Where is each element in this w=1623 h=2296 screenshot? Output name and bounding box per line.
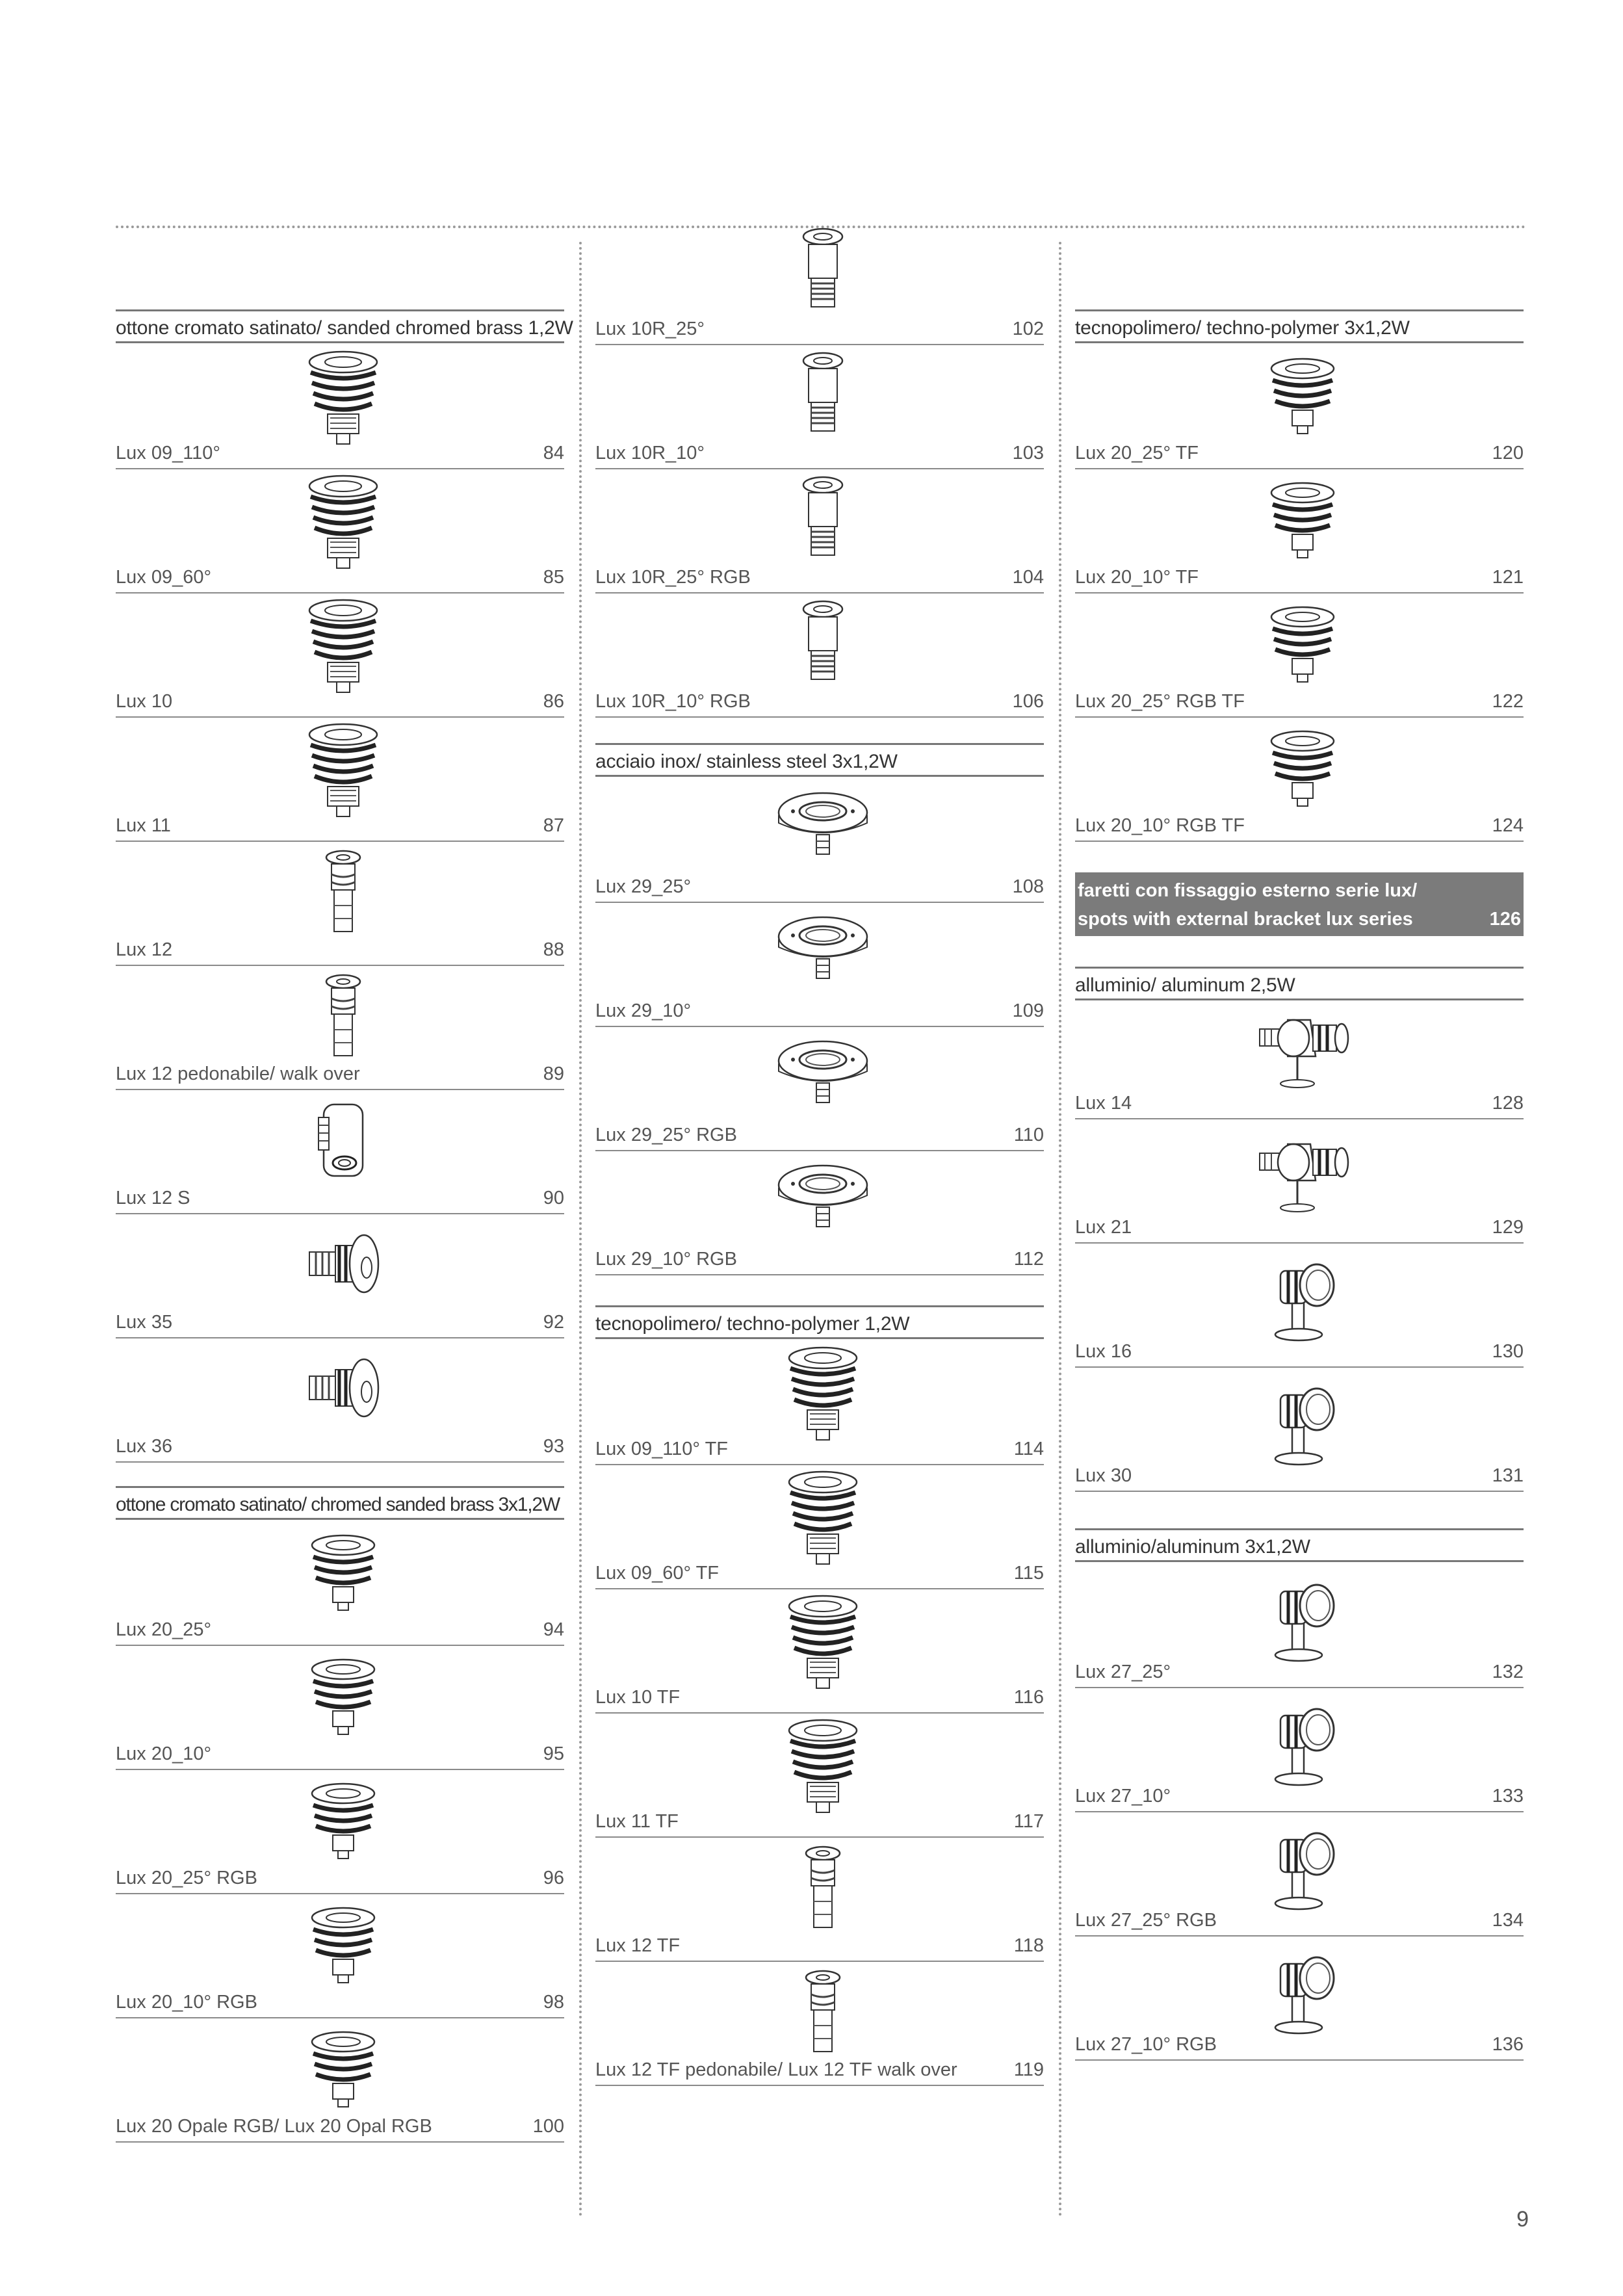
spotlight-on-stand-icon — [1251, 1814, 1355, 1918]
entry-name: Lux 29_25° — [595, 876, 692, 897]
short-recessed-light-icon — [291, 2020, 395, 2124]
spotlight-on-stand-icon — [1251, 1369, 1355, 1473]
entry-name: Lux 09_110° TF — [595, 1439, 728, 1459]
ribbed-recessed-light-icon — [771, 346, 875, 450]
recessed-light-icon — [291, 719, 395, 823]
entry-name: Lux 12 pedonabile/ walk over — [116, 1063, 360, 1084]
spotlight-on-stand-icon — [1251, 1245, 1355, 1349]
catalog-entry[interactable] — [116, 594, 564, 718]
entry-page: 96 — [543, 1868, 564, 1888]
entry-page: 106 — [1012, 691, 1044, 712]
section-header — [1075, 309, 1524, 343]
entry-page: 131 — [1492, 1465, 1524, 1486]
catalog-entry[interactable] — [116, 1770, 564, 1894]
entry-page: 132 — [1492, 1662, 1524, 1682]
recessed-light-icon — [291, 471, 395, 575]
entry-page: 115 — [1013, 1563, 1044, 1584]
entry-name: Lux 12 TF — [595, 1935, 681, 1956]
entry-page: 102 — [1012, 319, 1044, 339]
catalog-entry[interactable] — [116, 1090, 564, 1214]
catalog-entry[interactable] — [1075, 995, 1524, 1119]
catalog-entry[interactable] — [116, 345, 564, 469]
entry-divider — [1075, 841, 1524, 842]
entry-name: Lux 10 TF — [595, 1687, 681, 1708]
recessed-light-icon — [771, 1591, 875, 1695]
catalog-entry[interactable] — [595, 594, 1044, 718]
catalog-entry[interactable] — [1075, 1688, 1524, 1812]
entry-page: 87 — [543, 815, 564, 836]
catalog-entry[interactable] — [595, 1838, 1044, 1962]
entry-name: Lux 20_25° — [116, 1619, 212, 1640]
entry-name: Lux 14 — [1075, 1093, 1132, 1114]
catalog-entry[interactable] — [1075, 1564, 1524, 1688]
section-title: alluminio/aluminum 3x1,2W — [1075, 1536, 1310, 1558]
entry-name: Lux 09_60° TF — [595, 1563, 720, 1584]
catalog-entry[interactable] — [595, 903, 1044, 1027]
section-header — [1075, 1528, 1524, 1562]
spotlight-on-stand-icon — [1251, 1938, 1355, 2042]
catalog-entry[interactable] — [116, 842, 564, 966]
entry-name: Lux 20_10° RGB — [116, 1992, 257, 2013]
column-separator — [1059, 242, 1061, 2218]
ribbed-recessed-light-icon — [771, 595, 875, 699]
catalog-entry[interactable] — [116, 1214, 564, 1338]
catalog-entry[interactable] — [116, 1522, 564, 1646]
entry-divider — [595, 716, 1044, 718]
entry-page: 109 — [1012, 1000, 1044, 1021]
entry-page: 121 — [1492, 567, 1524, 588]
catalog-entry[interactable] — [595, 1962, 1044, 2086]
entry-name: Lux 11 TF — [595, 1811, 679, 1832]
entry-page: 118 — [1013, 1935, 1044, 1956]
entry-name: Lux 27_25° — [1075, 1662, 1171, 1682]
short-recessed-light-icon — [291, 1771, 395, 1875]
entry-name: Lux 29_10° — [595, 1000, 692, 1021]
spotlight-on-stand-icon — [1251, 1689, 1355, 1794]
banner-title-en: spots with external bracket lux series — [1078, 909, 1413, 930]
catalog-entry[interactable] — [116, 469, 564, 594]
catalog-entry[interactable] — [595, 1151, 1044, 1275]
entry-page: 128 — [1492, 1093, 1524, 1114]
section-title: tecnopolimero/ techno-polymer 3x1,2W — [1075, 317, 1410, 339]
catalog-entry[interactable] — [1075, 469, 1524, 594]
entry-name: Lux 12 TF pedonabile/ Lux 12 TF walk over — [595, 2059, 957, 2080]
short-recessed-light-icon — [1251, 471, 1355, 575]
entry-page: 98 — [543, 1992, 564, 2013]
entry-name: Lux 20_25° RGB TF — [1075, 691, 1245, 712]
flange-light-icon — [771, 1028, 875, 1132]
entry-name: Lux 35 — [116, 1312, 173, 1333]
catalog-entry[interactable] — [595, 1341, 1044, 1465]
entry-name: Lux 27_10° — [1075, 1786, 1171, 1807]
entry-page: 90 — [543, 1188, 564, 1208]
entry-name: Lux 20_25° RGB — [116, 1868, 257, 1888]
catalog-entry[interactable] — [595, 221, 1044, 345]
catalog-entry[interactable] — [116, 2018, 564, 2143]
entry-page: 130 — [1492, 1341, 1524, 1362]
entry-divider — [116, 1461, 564, 1463]
catalog-entry[interactable] — [116, 1894, 564, 2018]
entry-name: Lux 16 — [1075, 1341, 1132, 1362]
catalog-entry[interactable] — [1075, 1937, 1524, 2061]
entry-name: Lux 12 S — [116, 1188, 190, 1208]
short-recessed-light-icon — [291, 1523, 395, 1627]
entry-name: Lux 09_60° — [116, 567, 212, 588]
entry-name: Lux 27_25° RGB — [1075, 1910, 1217, 1931]
page-number: 9 — [1516, 2207, 1529, 2232]
entry-name: Lux 10 — [116, 691, 173, 712]
slim-recessed-light-icon — [771, 1963, 875, 2067]
short-recessed-light-icon — [1251, 719, 1355, 823]
entry-page: 88 — [543, 939, 564, 960]
catalog-entry[interactable] — [595, 345, 1044, 469]
slim-recessed-light-icon — [291, 843, 395, 947]
catalog-entry[interactable] — [1075, 345, 1524, 469]
entry-page: 108 — [1012, 876, 1044, 897]
flange-light-icon — [771, 904, 875, 1008]
wall-light-icon — [291, 1091, 395, 1195]
entry-name: Lux 36 — [116, 1436, 173, 1457]
short-recessed-light-icon — [1251, 595, 1355, 699]
section-title: tecnopolimero/ techno-polymer 1,2W — [595, 1313, 910, 1335]
recessed-light-icon — [771, 1467, 875, 1571]
entry-page: 133 — [1492, 1786, 1524, 1807]
catalog-entry[interactable] — [595, 469, 1044, 594]
entry-page: 85 — [543, 567, 564, 588]
banner-page: 126 — [1489, 909, 1521, 930]
entry-name: Lux 20_25° TF — [1075, 443, 1199, 463]
entry-name: Lux 12 — [116, 939, 173, 960]
entry-name: Lux 20 Opale RGB/ Lux 20 Opal RGB — [116, 2116, 432, 2137]
entry-page: 94 — [543, 1619, 564, 1640]
catalog-entry[interactable] — [1075, 1368, 1524, 1492]
recessed-light-icon — [771, 1342, 875, 1446]
entry-divider — [1075, 1491, 1524, 1492]
entry-name: Lux 09_110° — [116, 443, 221, 463]
entry-page: 112 — [1013, 1249, 1044, 1270]
entry-name: Lux 29_25° RGB — [595, 1125, 737, 1145]
recessed-light-icon — [291, 346, 395, 450]
section-title: ottone cromato satinato/ sanded chromed brass 1,2W — [116, 317, 573, 339]
entry-page: 110 — [1013, 1125, 1044, 1145]
entry-page: 104 — [1012, 567, 1044, 588]
entry-name: Lux 30 — [1075, 1465, 1132, 1486]
catalog-entry[interactable] — [595, 1027, 1044, 1151]
bracket-spotlight-icon — [1251, 1121, 1355, 1225]
catalog-entry[interactable] — [116, 966, 564, 1090]
external-bracket-banner[interactable] — [1075, 872, 1524, 936]
entry-page: 136 — [1492, 2034, 1524, 2055]
entry-name: Lux 10R_25° RGB — [595, 567, 751, 588]
entry-divider — [1075, 2059, 1524, 2061]
short-recessed-light-icon — [1251, 346, 1355, 450]
catalog-entry[interactable] — [1075, 718, 1524, 842]
entry-divider — [595, 2085, 1044, 2086]
entry-divider — [595, 1274, 1044, 1275]
catalog-entry[interactable] — [1075, 1119, 1524, 1244]
catalog-entry[interactable] — [595, 1465, 1044, 1589]
entry-divider — [116, 2141, 564, 2143]
slim-recessed-light-icon — [291, 967, 395, 1071]
flange-light-icon — [771, 1153, 875, 1257]
section-header — [116, 1486, 564, 1520]
entry-page: 122 — [1492, 691, 1524, 712]
section-title: acciaio inox/ stainless steel 3x1,2W — [595, 751, 898, 772]
catalog-entry[interactable] — [116, 1338, 564, 1463]
entry-page: 114 — [1013, 1439, 1044, 1459]
entry-page: 84 — [543, 443, 564, 463]
entry-page: 100 — [532, 2116, 564, 2137]
entry-name: Lux 20_10° TF — [1075, 567, 1199, 588]
entry-page: 92 — [543, 1312, 564, 1333]
section-title: ottone cromato satinato/ chromed sanded brass 3x1,2W — [116, 1494, 560, 1515]
ribbed-recessed-light-icon — [771, 222, 875, 326]
short-recessed-light-icon — [291, 1647, 395, 1751]
column-separator — [579, 242, 582, 2218]
catalog-entry[interactable] — [595, 1714, 1044, 1838]
catalog-entry[interactable] — [1075, 594, 1524, 718]
entry-page: 116 — [1013, 1687, 1044, 1708]
catalog-entry[interactable] — [1075, 1244, 1524, 1368]
entry-name: Lux 21 — [1075, 1217, 1132, 1238]
entry-page: 93 — [543, 1436, 564, 1457]
entry-name: Lux 10R_10° — [595, 443, 705, 463]
catalog-entry[interactable] — [1075, 1812, 1524, 1937]
entry-page: 120 — [1492, 443, 1524, 463]
spotlight-on-stand-icon — [1251, 1565, 1355, 1669]
entry-name: Lux 20_10° RGB TF — [1075, 815, 1245, 836]
ribbed-recessed-light-icon — [771, 471, 875, 575]
catalog-entry[interactable] — [595, 1589, 1044, 1714]
entry-page: 95 — [543, 1743, 564, 1764]
section-header — [116, 309, 573, 343]
entry-name: Lux 10R_10° RGB — [595, 691, 751, 712]
entry-name: Lux 29_10° RGB — [595, 1249, 737, 1270]
section-title: alluminio/ aluminum 2,5W — [1075, 974, 1295, 996]
entry-name: Lux 27_10° RGB — [1075, 2034, 1217, 2055]
side-light-icon — [291, 1340, 395, 1444]
banner-title-it: faretti con fissaggio esterno serie lux/ — [1078, 880, 1418, 901]
flange-light-icon — [771, 780, 875, 884]
entry-page: 117 — [1013, 1811, 1044, 1832]
entry-name: Lux 10R_25° — [595, 319, 705, 339]
bracket-spotlight-icon — [1251, 997, 1355, 1101]
recessed-light-icon — [771, 1715, 875, 1819]
entry-page: 103 — [1012, 443, 1044, 463]
entry-page: 86 — [543, 691, 564, 712]
entry-page: 129 — [1492, 1217, 1524, 1238]
entry-page: 124 — [1492, 815, 1524, 836]
section-header — [595, 1305, 1044, 1339]
entry-page: 134 — [1492, 1910, 1524, 1931]
catalog-entry[interactable] — [595, 779, 1044, 903]
catalog-entry[interactable] — [116, 718, 564, 842]
entry-page: 89 — [543, 1063, 564, 1084]
catalog-entry[interactable] — [116, 1646, 564, 1770]
section-header — [595, 743, 1044, 777]
entry-name: Lux 11 — [116, 815, 171, 836]
slim-recessed-light-icon — [771, 1839, 875, 1943]
side-light-icon — [291, 1216, 395, 1320]
recessed-light-icon — [291, 595, 395, 699]
entry-page: 119 — [1013, 2059, 1044, 2080]
entry-name: Lux 20_10° — [116, 1743, 212, 1764]
short-recessed-light-icon — [291, 1896, 395, 2000]
